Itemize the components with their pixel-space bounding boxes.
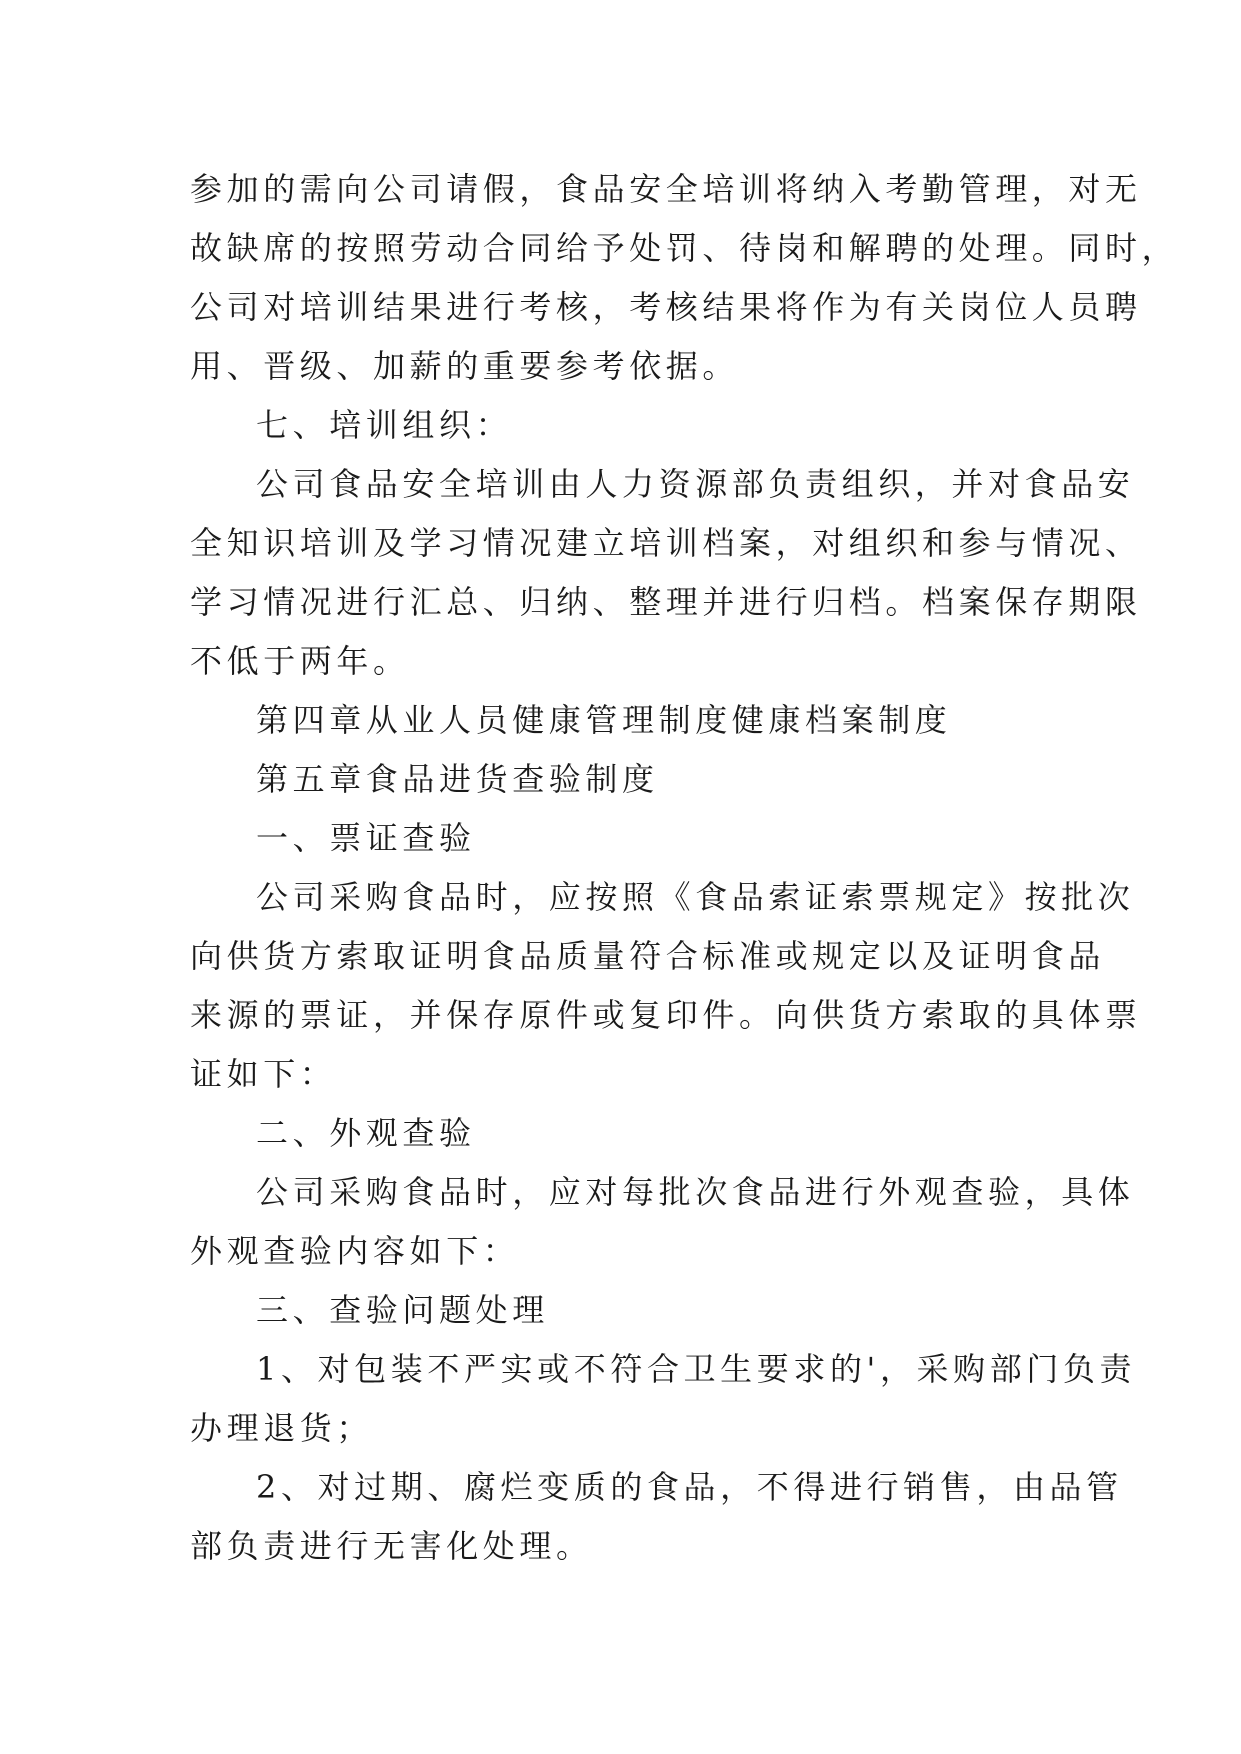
paragraph-line: 外观查验内容如下： bbox=[190, 1232, 520, 1270]
paragraph-line: 不低于两年。 bbox=[190, 642, 410, 680]
paragraph-line: 全知识培训及学习情况建立培训档案，对组织和参与情况、 bbox=[190, 524, 1142, 562]
paragraph-line: 故缺席的按照劳动合同给予处罚、待岗和解聘的处理。同时， bbox=[190, 229, 1179, 267]
paragraph-line: 公司食品安全培训由人力资源部负责组织，并对食品安 bbox=[256, 465, 1135, 503]
paragraph-line: 参加的需向公司请假，食品安全培训将纳入考勤管理，对无 bbox=[190, 170, 1142, 208]
list-item-line: 2、对过期、腐烂变质的食品，不得进行销售，由品管 bbox=[256, 1468, 1123, 1506]
paragraph-line: 公司采购食品时，应对每批次食品进行外观查验，具体 bbox=[256, 1173, 1135, 1211]
section-heading: 一、票证查验 bbox=[256, 819, 476, 857]
paragraph-line: 用、晋级、加薪的重要参考依据。 bbox=[190, 347, 740, 385]
section-heading: 三、查验问题处理 bbox=[256, 1291, 549, 1329]
paragraph-line: 向供货方索取证明食品质量符合标准或规定以及证明食品 bbox=[190, 937, 1106, 975]
paragraph-line: 公司对培训结果进行考核，考核结果将作为有关岗位人员聘 bbox=[190, 288, 1142, 326]
list-item-line: 部负责进行无害化处理。 bbox=[190, 1527, 593, 1565]
list-item-line: 办理退货； bbox=[190, 1409, 374, 1447]
section-heading: 二、外观查验 bbox=[256, 1114, 476, 1152]
paragraph-line: 学习情况进行汇总、归纳、整理并进行归档。档案保存期限 bbox=[190, 583, 1142, 621]
chapter-heading: 第四章从业人员健康管理制度健康档案制度 bbox=[256, 701, 952, 739]
paragraph-line: 来源的票证，并保存原件或复印件。向供货方索取的具体票 bbox=[190, 996, 1142, 1034]
section-heading: 七、培训组织： bbox=[256, 406, 513, 444]
paragraph-line: 公司采购食品时，应按照《食品索证索票规定》按批次 bbox=[256, 878, 1135, 916]
chapter-heading: 第五章食品进货查验制度 bbox=[256, 760, 659, 798]
list-item-line: 1、对包装不严实或不符合卫生要求的'，采购部门负责 bbox=[256, 1350, 1137, 1388]
document-body bbox=[190, 160, 1179, 1576]
paragraph-line: 证如下： bbox=[190, 1055, 337, 1093]
